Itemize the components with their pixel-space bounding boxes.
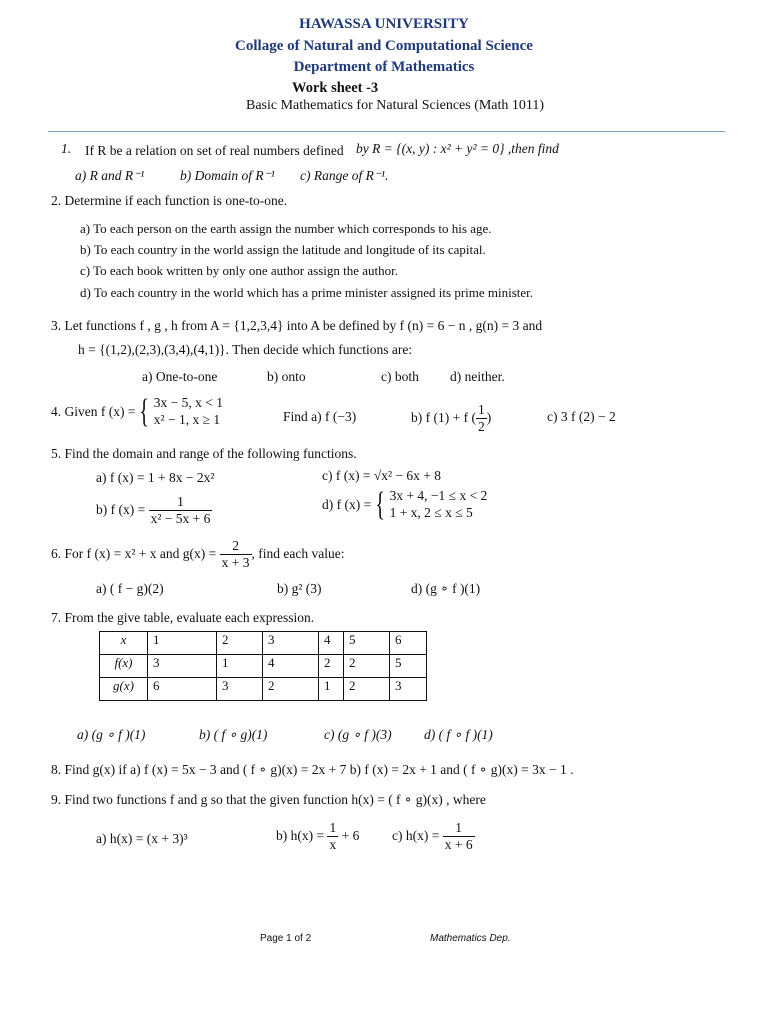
q3-option-a: a) One-to-one [142, 369, 218, 384]
q7-part-a: a) (g ∘ f )(1) [77, 727, 146, 742]
q9-b-fraction [327, 820, 338, 852]
q9-b-post: + 6 [341, 828, 360, 844]
q2-item-d: d) To each country in the world which has a prime minister assigned its prime minister. [80, 285, 534, 300]
table-cell: 6 [148, 678, 217, 701]
q6-part-a: a) ( f − g)(2) [96, 581, 164, 596]
q4-function [51, 395, 223, 429]
q9-part-b [276, 820, 359, 852]
q9-text: 9. Find two functions f and g so that the given function h(x) = ( f ∘ g)(x) , where [51, 792, 486, 807]
q5-part-a: a) f (x) = 1 + 8x − 2x² [96, 470, 215, 485]
table-cell: f(x) [100, 655, 148, 678]
q1-part-c: c) Range of R⁻¹. [300, 168, 389, 183]
university-title: HAWASSA UNIVERSITY [299, 16, 469, 32]
q4-part-b [411, 402, 491, 434]
q3-line2: h = {(1,2),(2,3),(3,4),(4,1)}. Then decide which functions are: [78, 342, 413, 357]
q9-c-den: x + 6 [444, 836, 473, 852]
q9-c-num: 1 [443, 820, 475, 837]
q8-text: 8. Find g(x) if a) f (x) = 5x − 3 and ( f ∘ g)(x) = 2x + 7 b) f (x) = 2x + 1 and ( f ∘ g)(x) = 3x − 1 . [51, 762, 574, 777]
q4-find-a: Find a) f (−3) [283, 409, 357, 424]
table-row [100, 632, 427, 655]
q3-line1: 3. Let functions f , g , h from A = {1,2,3,4} into A be defined by f (n) = 6 − n , g(n) = 3 and [51, 318, 543, 333]
table-cell: 2 [319, 655, 344, 678]
q5-d-pre: d) f (x) = [322, 497, 372, 512]
q6-fraction [220, 538, 252, 570]
q5-part-b [96, 494, 212, 526]
table-cell: 5 [344, 632, 390, 655]
q1-part-b: b) Domain of R⁻¹ [180, 168, 275, 183]
q2-item-c: c) To each book written by only one author assign the author. [80, 263, 398, 278]
q5-part-c: c) f (x) = √x² − 6x + 8 [322, 468, 442, 483]
table-cell: 2 [217, 632, 263, 655]
q9-part-a: a) h(x) = (x + 3)³ [96, 831, 188, 846]
q4-case-2: x² − 1, x ≥ 1 [153, 412, 221, 427]
header-divider [48, 131, 725, 132]
q5-d-cases [390, 488, 488, 522]
table-cell: 2 [344, 678, 390, 701]
table-cell: 1 [217, 655, 263, 678]
q6-part-b: b) g² (3) [277, 581, 322, 596]
table-cell: 6 [390, 632, 427, 655]
q3-option-d: d) neither. [450, 369, 505, 384]
q4-b-den: 2 [477, 418, 485, 434]
q2-item-b: b) To each country in the world assign the latitude and longitude of its capital. [80, 242, 486, 257]
q9-b-den: x [329, 836, 337, 852]
q5-b-pre: b) f (x) = [96, 502, 146, 518]
q7-part-b: b) ( f ∘ g)(1) [199, 727, 268, 742]
footer-department: Mathematics Dep. [430, 933, 511, 944]
q9-c-fraction [443, 820, 475, 852]
table-row [100, 678, 427, 701]
worksheet-title: Work sheet -3 [292, 80, 379, 96]
q4-b-num: 1 [477, 402, 485, 417]
q1-text: If R be a relation on set of real numbers defined [85, 143, 344, 158]
course-title: Basic Mathematics for Natural Sciences (Math 1011) [246, 98, 545, 113]
q4-brace: { [139, 393, 150, 430]
q5-b-num: 1 [149, 494, 213, 511]
q7-table [99, 631, 427, 701]
q6-pre: 6. For f (x) = x² + x and g(x) = [51, 546, 217, 562]
q2-text: 2. Determine if each function is one-to-one. [51, 193, 288, 208]
table-cell: 2 [263, 678, 319, 701]
q1-part-a: a) R and R⁻¹ [75, 168, 145, 183]
q2-item-a: a) To each person on the earth assign the number which corresponds to his age. [80, 221, 492, 236]
q4-case-1: 3x − 5, x < 1 [153, 395, 224, 411]
table-cell: 2 [344, 655, 390, 678]
q7-part-d: d) ( f ∘ f )(1) [424, 727, 493, 742]
q3-option-c: c) both [381, 369, 419, 384]
table-row [100, 655, 427, 678]
q6-post: , find each value: [251, 546, 345, 562]
table-cell: 3 [390, 678, 427, 701]
q7-text: 7. From the give table, evaluate each expression. [51, 610, 315, 625]
college-title: Collage of Natural and Computational Science [235, 38, 533, 54]
q5-b-fraction [149, 494, 213, 526]
q5-b-den: x² − 5x + 6 [150, 510, 211, 526]
q6-part-d: d) (g ∘ f )(1) [411, 581, 481, 596]
q9-b-num: 1 [329, 820, 337, 835]
table-cell: 5 [390, 655, 427, 678]
page-number: Page 1 of 2 [260, 933, 312, 944]
table-cell: g(x) [100, 678, 148, 701]
q4-part-c: c) 3 f (2) − 2 [547, 409, 616, 424]
q4-b-post: ) [486, 410, 492, 426]
q6-den: x + 3 [221, 554, 250, 570]
table-cell: 3 [148, 655, 217, 678]
table-cell: 1 [148, 632, 217, 655]
department-title: Department of Mathematics [293, 59, 475, 75]
q5-d-case-1: 3x + 4, −1 ≤ x < 2 [389, 488, 488, 504]
q4-b-pre: b) f (1) + f ( [411, 410, 476, 426]
q4-lead: 4. Given f (x) = [51, 404, 136, 419]
q4-cases [154, 395, 223, 429]
q5-part-d [322, 488, 487, 522]
table-cell: 4 [263, 655, 319, 678]
q9-b-pre: b) h(x) = [276, 828, 325, 844]
table-cell: x [100, 632, 148, 655]
q3-option-b: b) onto [267, 369, 306, 384]
q1-number: 1. [61, 141, 72, 156]
q6-text [51, 538, 344, 570]
q4-b-fraction [476, 402, 487, 434]
q9-c-pre: c) h(x) = [392, 828, 440, 844]
table-cell: 3 [217, 678, 263, 701]
q5-text: 5. Find the domain and range of the following functions. [51, 446, 357, 461]
q5-d-brace: { [375, 486, 386, 523]
table-cell: 4 [319, 632, 344, 655]
q9-part-c [392, 820, 475, 852]
q1-definition: by R = {(x, y) : x² + y² = 0} ,then find [356, 141, 559, 156]
q6-num: 2 [220, 538, 252, 555]
table-cell: 3 [263, 632, 319, 655]
q5-d-case-2: 1 + x, 2 ≤ x ≤ 5 [389, 505, 473, 520]
table-cell: 1 [319, 678, 344, 701]
q7-part-c: c) (g ∘ f )(3) [324, 727, 392, 742]
